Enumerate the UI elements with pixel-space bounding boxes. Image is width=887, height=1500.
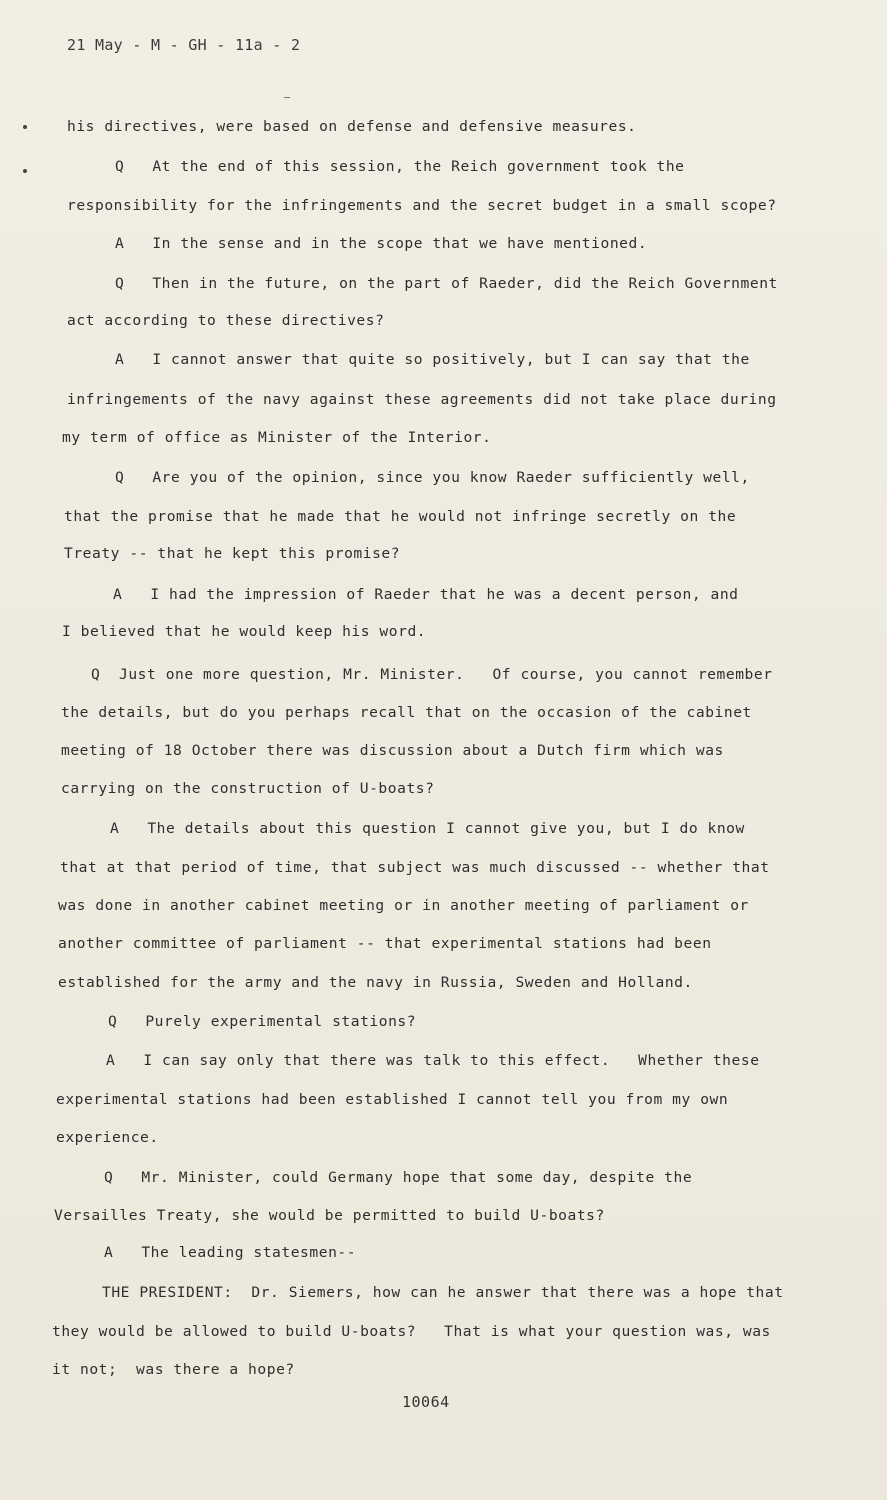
text-line: my term of office as Minister of the Interior.: [62, 429, 492, 446]
text-line: THE PRESIDENT: Dr. Siemers, how can he answer that there was a hope that: [102, 1284, 784, 1301]
ink-tick: [284, 97, 290, 98]
text-line: was done in another cabinet meeting or in another meeting of parliament or: [58, 897, 749, 914]
text-line: that at that period of time, that subject was much discussed -- whether that: [60, 859, 770, 876]
text-line: A The leading statesmen--: [104, 1244, 357, 1261]
text-line: another committee of parliament -- that experimental stations had been: [58, 935, 712, 952]
page-header: 21 May - M - GH - 11a - 2: [67, 36, 301, 54]
text-line: Q Then in the future, on the part of Raeder, did the Reich Government: [115, 275, 778, 292]
text-line: Treaty -- that he kept this promise?: [64, 545, 401, 562]
text-line: A In the sense and in the scope that we have mentioned.: [115, 235, 648, 252]
text-line: A I cannot answer that quite so positively, but I can say that the: [115, 351, 750, 368]
text-line: A I can say only that there was talk to this effect. Whether these: [106, 1052, 760, 1069]
page-number: 10064: [402, 1393, 450, 1411]
text-line: I believed that he would keep his word.: [62, 623, 427, 640]
text-line: they would be allowed to build U-boats? That is what your question was, was: [52, 1323, 771, 1340]
text-line: experience.: [56, 1129, 159, 1146]
text-line: A I had the impression of Raeder that he was a decent person, and: [113, 586, 739, 603]
text-line: infringements of the navy against these agreements did not take place during: [67, 391, 777, 408]
margin-mark: [23, 169, 27, 173]
text-line: Q Purely experimental stations?: [108, 1013, 417, 1030]
text-line: carrying on the construction of U-boats?: [61, 780, 435, 797]
text-line: Q Just one more question, Mr. Minister. Of course, you cannot remember: [91, 666, 773, 683]
text-line: A The details about this question I cannot give you, but I do know: [110, 820, 745, 837]
text-line: the details, but do you perhaps recall that on the occasion of the cabinet: [61, 704, 752, 721]
text-line: act according to these directives?: [67, 312, 385, 329]
text-line: his directives, were based on defense and defensive measures.: [67, 118, 637, 135]
text-line: Q At the end of this session, the Reich government took the: [115, 158, 685, 175]
margin-mark: [23, 125, 27, 129]
text-line: experimental stations had been established I cannot tell you from my own: [56, 1091, 729, 1108]
text-line: Q Are you of the opinion, since you know Raeder sufficiently well,: [115, 469, 750, 486]
text-line: Q Mr. Minister, could Germany hope that some day, despite the: [104, 1169, 693, 1186]
text-line: it not; was there a hope?: [52, 1361, 295, 1378]
text-line: Versailles Treaty, she would be permitted to build U-boats?: [54, 1207, 605, 1224]
text-line: established for the army and the navy in Russia, Sweden and Holland.: [58, 974, 693, 991]
text-line: that the promise that he made that he would not infringe secretly on the: [64, 508, 737, 525]
text-line: responsibility for the infringements and the secret budget in a small scope?: [67, 197, 777, 214]
text-line: meeting of 18 October there was discussion about a Dutch firm which was: [61, 742, 724, 759]
